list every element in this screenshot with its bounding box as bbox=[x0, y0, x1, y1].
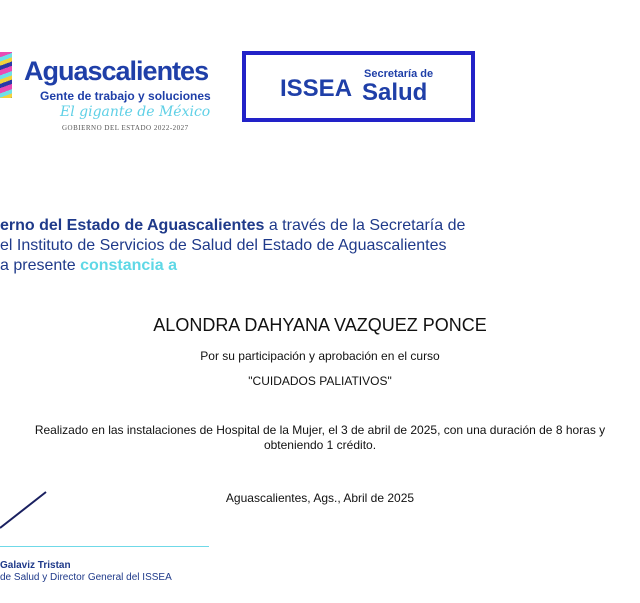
course-name: "CUIDADOS PALIATIVOS" bbox=[248, 374, 392, 388]
state-logo-emblem bbox=[0, 52, 12, 98]
intro-highlight: constancia a bbox=[80, 257, 177, 274]
signature bbox=[0, 490, 50, 530]
issea-text: ISSEA bbox=[280, 75, 353, 102]
recipient-name: ALONDRA DAHYANA VAZQUEZ PONCE bbox=[153, 315, 487, 335]
intro-bold: erno del Estado de Aguascalientes bbox=[0, 217, 265, 234]
signer-title: de Salud y Director General del ISSEA bbox=[0, 572, 172, 583]
intro-paragraph bbox=[0, 216, 465, 276]
issea-logo bbox=[242, 51, 475, 122]
details-line-2: obteniendo 1 crédito. bbox=[263, 438, 377, 452]
salud-text: Salud bbox=[362, 79, 428, 106]
state-logo-title: Aguascalientes bbox=[24, 56, 209, 86]
details-line-1: Realizado en las instalaciones de Hospital de la Mujer, el 3 de abril de 2025, con una duración de 8 horas y bbox=[34, 423, 606, 437]
intro-text-3: a presente bbox=[0, 257, 81, 274]
signer-name: Galaviz Tristan bbox=[0, 560, 71, 571]
state-logo-slogan: Gente de trabajo y soluciones bbox=[40, 89, 211, 103]
state-logo-tagline: El gigante de México bbox=[60, 104, 211, 120]
intro-line-2: el Instituto de Servicios de Salud del Estado de Aguascalientes bbox=[0, 237, 447, 254]
participation-text: Por su participación y aprobación en el curso bbox=[200, 349, 440, 363]
state-logo-government: GOBIERNO DEL ESTADO 2022-2027 bbox=[62, 124, 189, 132]
secretaria-text: Secretaría de bbox=[364, 68, 434, 80]
signature-line bbox=[0, 546, 209, 547]
intro-text-1: a través de la Secretaría de bbox=[264, 217, 466, 234]
place-date: Aguascalientes, Ags., Abril de 2025 bbox=[225, 491, 415, 505]
